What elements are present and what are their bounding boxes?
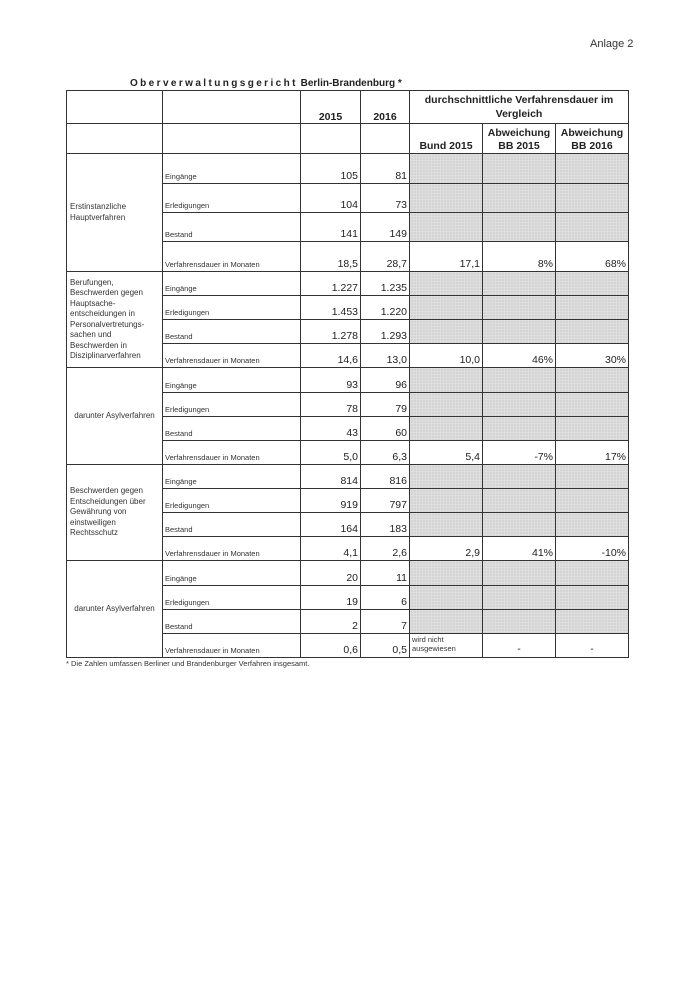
shaded-cell	[410, 513, 483, 537]
shaded-cell	[556, 489, 629, 513]
shaded-cell	[556, 154, 629, 184]
table-row	[67, 465, 629, 489]
value-2015: 43	[301, 417, 361, 441]
value-2015: 78	[301, 393, 361, 417]
value-2015: 20	[301, 561, 361, 586]
value-2016: 0,5	[361, 634, 410, 658]
value-abweichung-2016: 68%	[556, 242, 629, 272]
shaded-cell	[483, 586, 556, 610]
value-2016: 6	[361, 586, 410, 610]
row-label: Verfahrensdauer in Monaten	[163, 634, 301, 658]
shaded-cell	[556, 184, 629, 213]
shaded-cell	[556, 393, 629, 417]
row-label: Erledigungen	[163, 586, 301, 610]
shaded-cell	[556, 561, 629, 586]
shaded-cell	[483, 393, 556, 417]
statistics-table	[66, 90, 629, 658]
court-name: Oberverwaltungsgericht	[130, 78, 298, 89]
court-name-rest: Berlin-Brandenburg *	[297, 78, 402, 89]
shaded-cell	[410, 417, 483, 441]
row-label: Bestand	[163, 417, 301, 441]
table-row	[67, 272, 629, 296]
value-2015: 18,5	[301, 242, 361, 272]
value-abweichung-2015: 8%	[483, 242, 556, 272]
table-row	[67, 154, 629, 184]
row-label: Verfahrensdauer in Monaten	[163, 242, 301, 272]
shaded-cell	[410, 465, 483, 489]
value-abweichung-2016: 30%	[556, 344, 629, 368]
value-2016: 79	[361, 393, 410, 417]
value-2015: 814	[301, 465, 361, 489]
header-abweichung-2015: Abweichung BB 2015	[483, 124, 556, 154]
shaded-cell	[410, 296, 483, 320]
shaded-cell	[483, 489, 556, 513]
shaded-cell	[410, 561, 483, 586]
value-2015: 104	[301, 184, 361, 213]
value-2016: 11	[361, 561, 410, 586]
value-2015: 19	[301, 586, 361, 610]
row-label: Erledigungen	[163, 393, 301, 417]
shaded-cell	[410, 610, 483, 634]
header-comparison: durchschnittliche Verfahrensdauer im Vergleich	[410, 91, 629, 124]
value-bund-2015: 5,4	[410, 441, 483, 465]
header-blank-6	[361, 124, 410, 154]
shaded-cell	[410, 184, 483, 213]
value-2016: 13,0	[361, 344, 410, 368]
row-label: Verfahrensdauer in Monaten	[163, 441, 301, 465]
row-label: Erledigungen	[163, 296, 301, 320]
header-blank-4	[163, 124, 301, 154]
value-abweichung-2015: -	[483, 634, 556, 658]
row-label: Eingänge	[163, 465, 301, 489]
shaded-cell	[556, 368, 629, 393]
shaded-cell	[556, 296, 629, 320]
value-2015: 4,1	[301, 537, 361, 561]
value-abweichung-2016: 17%	[556, 441, 629, 465]
row-label: Eingänge	[163, 272, 301, 296]
shaded-cell	[410, 213, 483, 242]
value-2015: 1.278	[301, 320, 361, 344]
value-2016: 96	[361, 368, 410, 393]
value-2016: 1.220	[361, 296, 410, 320]
shaded-cell	[483, 154, 556, 184]
shaded-cell	[483, 465, 556, 489]
row-label: Erledigungen	[163, 184, 301, 213]
row-label: Bestand	[163, 513, 301, 537]
value-2016: 60	[361, 417, 410, 441]
table-row	[67, 368, 629, 393]
header-year-2015: 2015	[301, 91, 361, 124]
value-abweichung-2015: 46%	[483, 344, 556, 368]
row-label: Bestand	[163, 320, 301, 344]
value-2015: 164	[301, 513, 361, 537]
header-bund-2015: Bund 2015	[410, 124, 483, 154]
row-label: Eingänge	[163, 154, 301, 184]
group-label: Berufungen, Beschwerden gegen Hauptsache-entscheidungen in Personalvertretungs-sachen und Beschwerden in Disziplinarverfahren	[67, 272, 163, 368]
value-2016: 2,6	[361, 537, 410, 561]
row-label: Bestand	[163, 610, 301, 634]
value-abweichung-2016: -10%	[556, 537, 629, 561]
value-abweichung-2015: -7%	[483, 441, 556, 465]
value-2015: 0,6	[301, 634, 361, 658]
shaded-cell	[556, 513, 629, 537]
shaded-cell	[483, 184, 556, 213]
value-2015: 5,0	[301, 441, 361, 465]
row-label: Eingänge	[163, 561, 301, 586]
value-2015: 1.453	[301, 296, 361, 320]
group-label: Erstinstanzliche Hauptverfahren	[67, 154, 163, 272]
table-row	[67, 561, 629, 586]
shaded-cell	[483, 610, 556, 634]
shaded-cell	[483, 296, 556, 320]
shaded-cell	[556, 586, 629, 610]
value-bund-2015: 17,1	[410, 242, 483, 272]
shaded-cell	[483, 213, 556, 242]
value-2016: 1.293	[361, 320, 410, 344]
value-2016: 73	[361, 184, 410, 213]
row-label: Bestand	[163, 213, 301, 242]
shaded-cell	[556, 610, 629, 634]
group-label: Beschwerden gegen Entscheidungen über Gewährung von einstweiligen Rechtsschutz	[67, 465, 163, 561]
shaded-cell	[410, 586, 483, 610]
header-abweichung-2016: Abweichung BB 2016	[556, 124, 629, 154]
value-abweichung-2016: -	[556, 634, 629, 658]
value-2016: 1.235	[361, 272, 410, 296]
row-label: Verfahrensdauer in Monaten	[163, 537, 301, 561]
shaded-cell	[556, 320, 629, 344]
value-bund-2015: 10,0	[410, 344, 483, 368]
header-row-1	[67, 91, 629, 124]
value-2016: 7	[361, 610, 410, 634]
header-blank-3	[67, 124, 163, 154]
value-2016: 183	[361, 513, 410, 537]
row-label: Erledigungen	[163, 489, 301, 513]
row-label: Eingänge	[163, 368, 301, 393]
shaded-cell	[410, 154, 483, 184]
value-2015: 105	[301, 154, 361, 184]
shaded-cell	[483, 417, 556, 441]
shaded-cell	[556, 465, 629, 489]
row-label: Verfahrensdauer in Monaten	[163, 344, 301, 368]
table-title	[130, 78, 402, 89]
value-2016: 6,3	[361, 441, 410, 465]
value-bund-2015: wird nicht ausgewiesen	[410, 634, 483, 658]
shaded-cell	[410, 272, 483, 296]
header-blank-1	[67, 91, 163, 124]
value-2016: 28,7	[361, 242, 410, 272]
shaded-cell	[556, 272, 629, 296]
shaded-cell	[556, 417, 629, 441]
value-2015: 919	[301, 489, 361, 513]
value-2015: 14,6	[301, 344, 361, 368]
group-label: darunter Asylverfahren	[67, 561, 163, 658]
shaded-cell	[483, 320, 556, 344]
shaded-cell	[483, 272, 556, 296]
shaded-cell	[410, 393, 483, 417]
header-blank-5	[301, 124, 361, 154]
shaded-cell	[410, 368, 483, 393]
shaded-cell	[483, 513, 556, 537]
value-2015: 141	[301, 213, 361, 242]
value-2015: 1.227	[301, 272, 361, 296]
value-2016: 797	[361, 489, 410, 513]
header-year-2016: 2016	[361, 91, 410, 124]
value-2016: 81	[361, 154, 410, 184]
group-label: darunter Asylverfahren	[67, 368, 163, 465]
header-blank-2	[163, 91, 301, 124]
footnote: * Die Zahlen umfassen Berliner und Brandenburger Verfahren insgesamt.	[66, 659, 310, 668]
value-bund-2015: 2,9	[410, 537, 483, 561]
value-2016: 816	[361, 465, 410, 489]
value-2015: 2	[301, 610, 361, 634]
value-2016: 149	[361, 213, 410, 242]
shaded-cell	[410, 320, 483, 344]
value-2015: 93	[301, 368, 361, 393]
shaded-cell	[556, 213, 629, 242]
value-abweichung-2015: 41%	[483, 537, 556, 561]
shaded-cell	[483, 561, 556, 586]
annex-label: Anlage 2	[590, 38, 634, 50]
shaded-cell	[483, 368, 556, 393]
header-row-2	[67, 124, 629, 154]
shaded-cell	[410, 489, 483, 513]
